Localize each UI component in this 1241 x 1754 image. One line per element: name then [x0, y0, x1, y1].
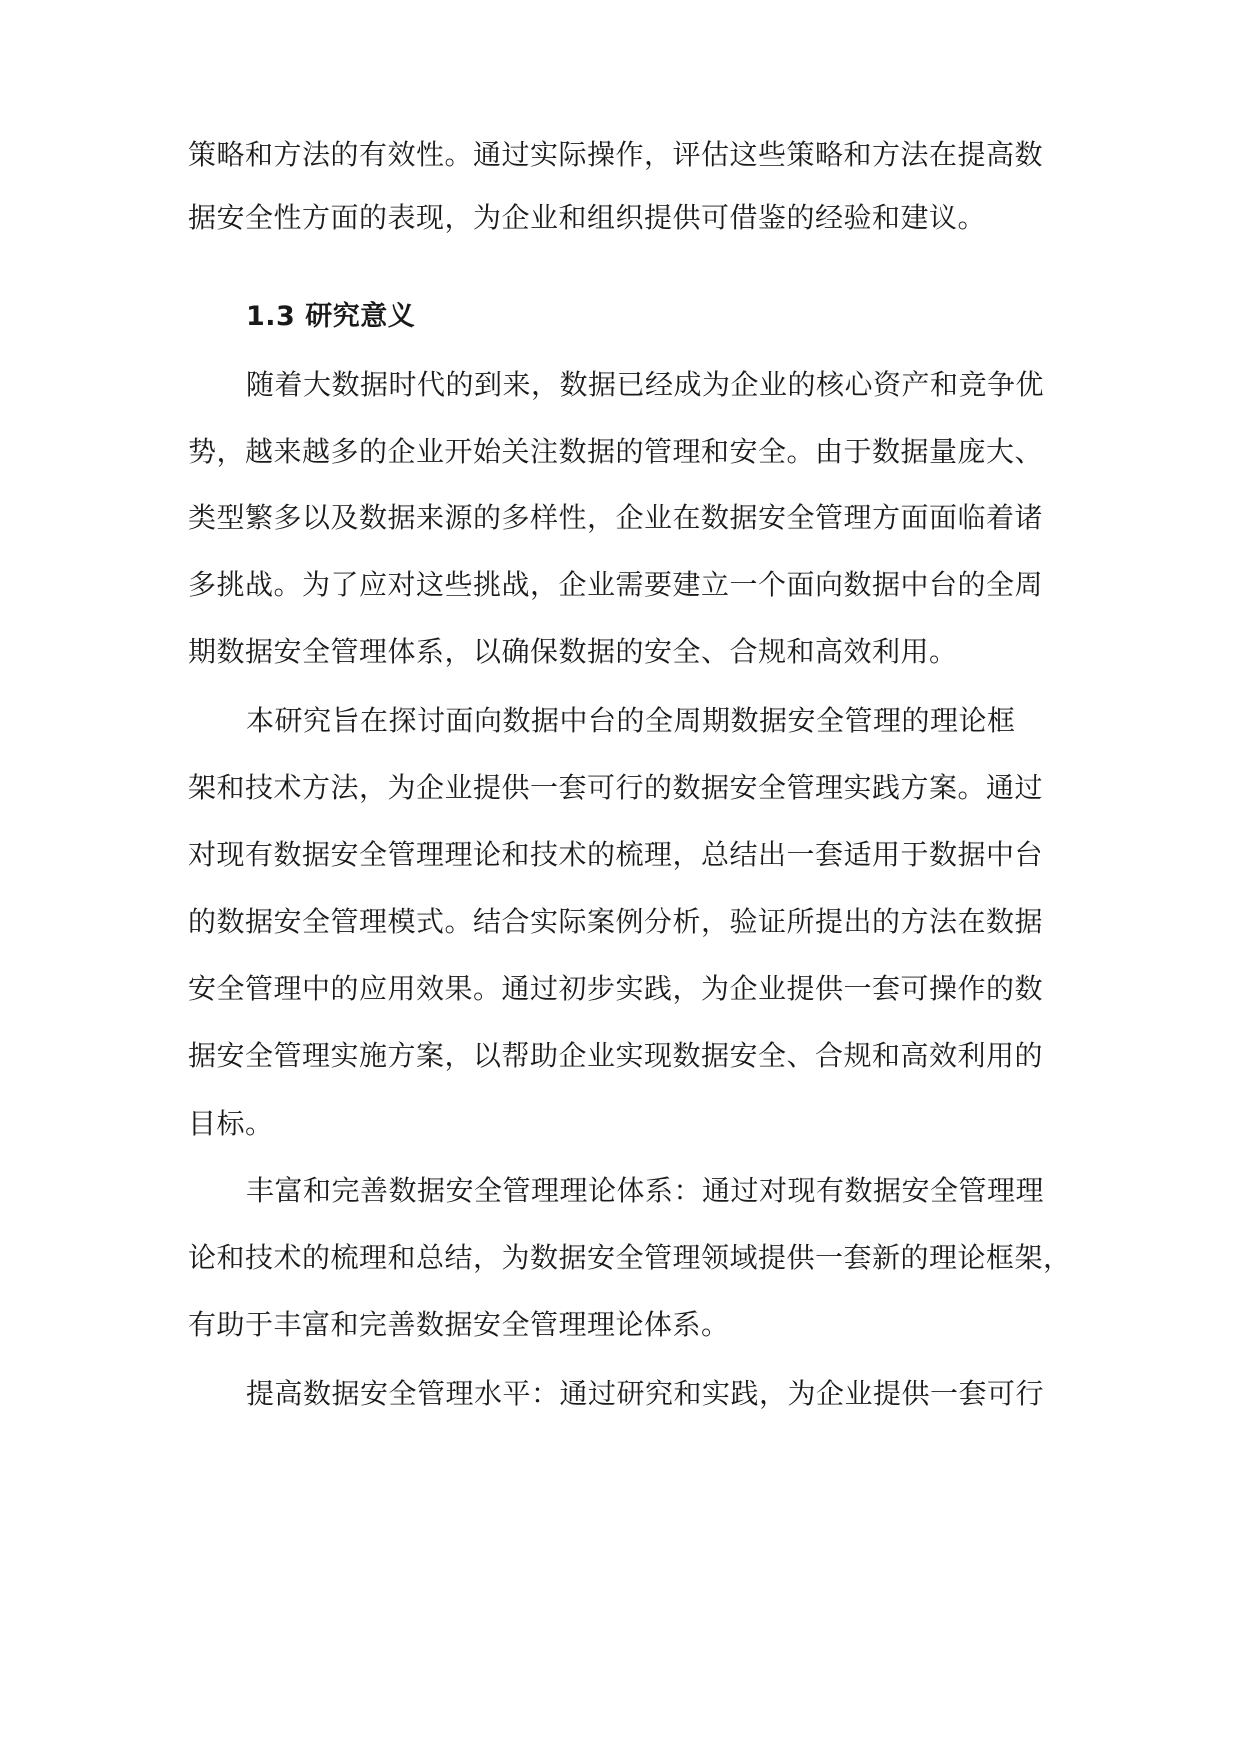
paragraph-line: 论和技术的梳理和总结，为数据安全管理领域提供一套新的理论框架， — [188, 1241, 1072, 1274]
paragraph-line: 势，越来越多的企业开始关注数据的管理和安全。由于数据量庞大、 — [188, 435, 1044, 468]
paragraph-line: 的数据安全管理模式。结合实际案例分析，验证所提出的方法在数据 — [188, 905, 1044, 938]
paragraph-line: 架和技术方法，为企业提供一套可行的数据安全管理实践方案。通过 — [188, 771, 1044, 804]
paragraph-line: 安全管理中的应用效果。通过初步实践，为企业提供一套可操作的数 — [188, 972, 1044, 1005]
paragraph-line: 据安全管理实施方案，以帮助企业实现数据安全、合规和高效利用的 — [188, 1039, 1044, 1072]
paragraph-line: 类型繁多以及数据来源的多样性，企业在数据安全管理方面面临着诸 — [188, 501, 1044, 534]
paragraph-line: 据安全性方面的表现，为企业和组织提供可借鉴的经验和建议。 — [188, 201, 987, 234]
paragraph-line: 目标。 — [188, 1107, 274, 1140]
paragraph-line: 有助于丰富和完善数据安全管理理论体系。 — [188, 1308, 730, 1341]
paragraph-line: 提高数据安全管理水平：通过研究和实践，为企业提供一套可行 — [246, 1377, 1045, 1410]
paragraph-line: 本研究旨在探讨面向数据中台的全周期数据安全管理的理论框 — [246, 704, 1016, 737]
paragraph-line: 对现有数据安全管理理论和技术的梳理，总结出一套适用于数据中台 — [188, 838, 1044, 871]
paragraph-line: 随着大数据时代的到来，数据已经成为企业的核心资产和竞争优 — [246, 368, 1045, 401]
section-title: 研究意义 — [305, 301, 416, 332]
paragraph-line: 策略和方法的有效性。通过实际操作，评估这些策略和方法在提高数 — [188, 138, 1044, 171]
paragraph-line: 期数据安全管理体系，以确保数据的安全、合规和高效利用。 — [188, 635, 958, 668]
paragraph-line: 多挑战。为了应对这些挑战，企业需要建立一个面向数据中台的全周 — [188, 568, 1044, 601]
paragraph-line: 丰富和完善数据安全管理理论体系：通过对现有数据安全管理理 — [246, 1174, 1045, 1207]
section-heading — [246, 297, 415, 337]
section-number: 1.3 — [246, 301, 296, 332]
